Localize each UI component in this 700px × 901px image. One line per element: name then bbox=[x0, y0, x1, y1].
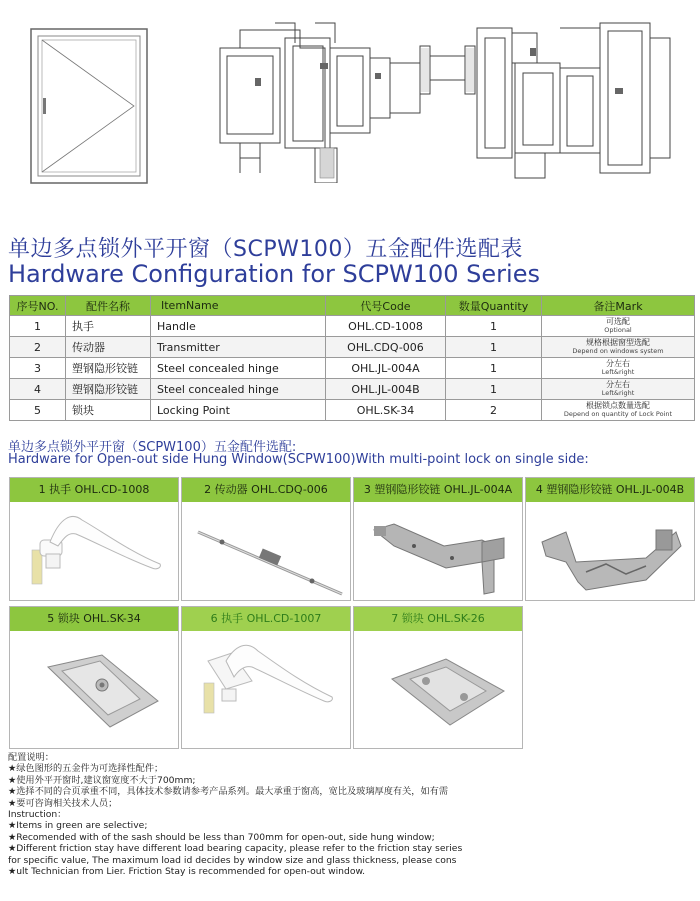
page-title-en: Hardware Configuration for SCPW100 Series bbox=[8, 260, 540, 288]
cell-name-cn: 锁块 bbox=[66, 400, 151, 421]
cell-qty: 1 bbox=[446, 379, 542, 400]
hardware-card-7 bbox=[353, 606, 523, 749]
cell-code: OHL.CDQ-006 bbox=[326, 337, 446, 358]
mark-cn: 规格根据窗型选配 bbox=[586, 338, 650, 347]
hardware-card-5 bbox=[9, 606, 179, 749]
cell-mark bbox=[542, 337, 695, 358]
profile-section-drawing bbox=[215, 18, 683, 183]
table-row bbox=[10, 379, 695, 400]
configuration-notes bbox=[8, 752, 688, 877]
cell-mark bbox=[542, 379, 695, 400]
cell-code: OHL.JL-004A bbox=[326, 358, 446, 379]
cell-qty: 2 bbox=[446, 400, 542, 421]
lock-block-icon bbox=[354, 631, 524, 741]
section-subtitle-en: Hardware for Open-out side Hung Window(SCPW100)With multi-point lock on single side: bbox=[8, 452, 589, 467]
cell-name-en: Steel concealed hinge bbox=[151, 358, 326, 379]
note-line: 配置说明： bbox=[8, 752, 54, 763]
mark-en: Left&right bbox=[601, 389, 635, 397]
note-line: ★Different friction stay have different load bearing capacity, please refer to the friction stay series bbox=[8, 843, 463, 855]
cell-qty: 1 bbox=[446, 316, 542, 337]
cell-no: 1 bbox=[10, 316, 66, 337]
window-handle-icon bbox=[10, 502, 180, 600]
note-line: Instruction： bbox=[8, 809, 67, 821]
table-row bbox=[10, 337, 695, 358]
window-handle-icon bbox=[182, 631, 352, 741]
card-label: 1 执手 OHL.CD-1008 bbox=[10, 478, 178, 502]
cell-qty: 1 bbox=[446, 358, 542, 379]
note-line: ★绿色图形的五金件为可选择性配件； bbox=[8, 763, 164, 775]
mark-en: Left&right bbox=[601, 368, 635, 376]
table-row bbox=[10, 358, 695, 379]
col-header-name-cn: 配件名称 bbox=[66, 296, 151, 316]
cell-name-en: Locking Point bbox=[151, 400, 326, 421]
window-elevation-drawing bbox=[30, 28, 148, 184]
note-line: ★Items in green are selective; bbox=[8, 820, 148, 832]
cell-name-cn: 塑钢隐形铰链 bbox=[66, 379, 151, 400]
col-header-quantity: 数量Quantity bbox=[446, 296, 542, 316]
hardware-card-4 bbox=[525, 477, 695, 601]
cell-code: OHL.CD-1008 bbox=[326, 316, 446, 337]
note-line: ★ult Technician from Lier. Friction Stay is recommended for open-out window. bbox=[8, 866, 366, 878]
mark-cn: 分左右 bbox=[606, 380, 630, 389]
cell-name-cn: 执手 bbox=[66, 316, 151, 337]
cell-no: 2 bbox=[10, 337, 66, 358]
cell-no: 4 bbox=[10, 379, 66, 400]
cell-code: OHL.SK-34 bbox=[326, 400, 446, 421]
cell-name-en: Handle bbox=[151, 316, 326, 337]
mark-cn: 根据锁点数量选配 bbox=[586, 401, 650, 410]
mark-en: Optional bbox=[604, 326, 632, 334]
hardware-card-6 bbox=[181, 606, 351, 749]
cell-name-cn: 传动器 bbox=[66, 337, 151, 358]
card-label: 6 执手 OHL.CD-1007 bbox=[182, 607, 350, 631]
card-label: 7 锁块 OHL.SK-26 bbox=[354, 607, 522, 631]
cell-mark bbox=[542, 400, 695, 421]
note-line: for specific value, The maximum load id decides by window size and glass thickness, please cons bbox=[8, 854, 457, 866]
hardware-config-table bbox=[9, 295, 695, 421]
technical-drawings bbox=[0, 0, 700, 200]
card-label: 4 塑钢隐形铰链 OHL.JL-004B bbox=[526, 478, 694, 502]
table-row bbox=[10, 316, 695, 337]
note-line: ★使用外平开窗时,建议窗宽度不大于700mm; bbox=[8, 774, 196, 786]
table-row bbox=[10, 400, 695, 421]
mark-cn: 分左右 bbox=[606, 359, 630, 368]
hardware-card-3 bbox=[353, 477, 523, 601]
col-header-code: 代号Code bbox=[326, 296, 446, 316]
cell-mark bbox=[542, 316, 695, 337]
cell-qty: 1 bbox=[446, 337, 542, 358]
note-line: ★要可咨询相关技术人员； bbox=[8, 797, 118, 809]
section-subtitle-cn: 单边多点锁外平开窗（SCPW100）五金配件选配: bbox=[8, 440, 297, 455]
cell-name-cn: 塑钢隐形铰链 bbox=[66, 358, 151, 379]
note-line: ★选择不同的合页承重不同，具体技术参数请参考产品系列。最大承重于窗高，宽比及玻璃厚度有关，如有需 bbox=[8, 786, 449, 798]
lock-block-icon bbox=[10, 631, 180, 741]
col-header-no: 序号NO. bbox=[10, 296, 66, 316]
card-label: 3 塑钢隐形铰链 OHL.JL-004A bbox=[354, 478, 522, 502]
page-title-cn: 单边多点锁外平开窗（SCPW100）五金配件选配表 bbox=[8, 237, 523, 262]
cell-code: OHL.JL-004B bbox=[326, 379, 446, 400]
card-label: 2 传动器 OHL.CDQ-006 bbox=[182, 478, 350, 502]
hinge-b-icon bbox=[526, 502, 696, 600]
note-line: ★Recomended with of the sash should be less than 700mm for open-out, side hung window; bbox=[8, 831, 435, 843]
hardware-card-2 bbox=[181, 477, 351, 601]
cell-no: 5 bbox=[10, 400, 66, 421]
mark-en: Depend on quantity of Lock Point bbox=[563, 410, 673, 418]
cell-name-en: Transmitter bbox=[151, 337, 326, 358]
mark-cn: 可选配 bbox=[606, 317, 630, 326]
cell-no: 3 bbox=[10, 358, 66, 379]
table-header-row bbox=[10, 296, 695, 316]
cell-mark bbox=[542, 358, 695, 379]
transmitter-rod-icon bbox=[182, 502, 352, 600]
cell-name-en: Steel concealed hinge bbox=[151, 379, 326, 400]
card-label: 5 锁块 OHL.SK-34 bbox=[10, 607, 178, 631]
col-header-name-en: ItemName bbox=[151, 296, 326, 316]
col-header-mark: 备注Mark bbox=[542, 296, 695, 316]
hardware-card-1 bbox=[9, 477, 179, 601]
mark-en: Depend on windows system bbox=[572, 347, 664, 355]
hinge-a-icon bbox=[354, 502, 524, 600]
